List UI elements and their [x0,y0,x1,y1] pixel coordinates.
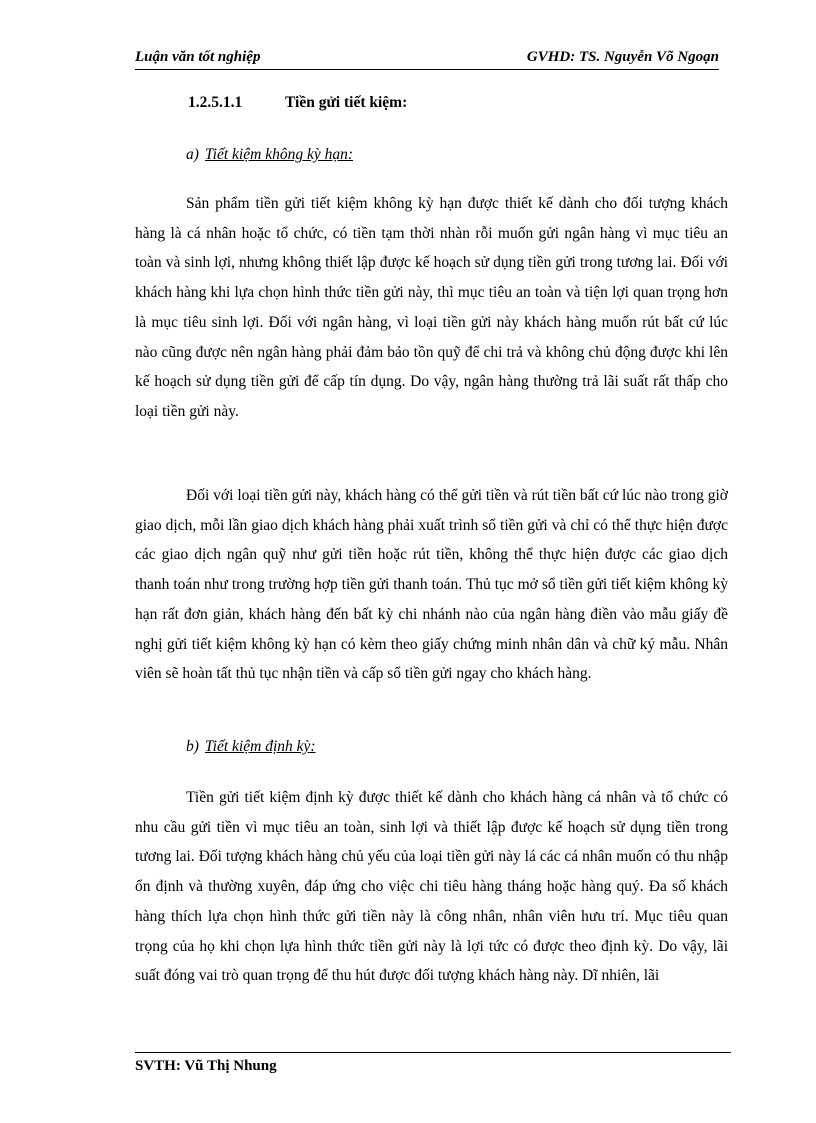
section-number: 1.2.5.1.1 [188,94,243,111]
subheading-a [186,146,353,164]
subheading-b [186,738,316,756]
page-header [135,49,719,69]
subheading-a-marker: a) [186,146,199,163]
subheading-b-marker: b) [186,738,199,755]
paragraph-b-1: Tiền gửi tiết kiệm định kỳ được thiết kế dành cho khách hàng cá nhân và tổ chức có nhu cầu gửi tiền vì mục tiêu an toàn, sinh lợi và thiết lập được kế hoạch sử dụng tiền trong tương lai. Đối tượng khách hàng chủ yếu của loại tiền gửi này lá các cá nhân muốn có thu nhập ổn định và thường xuyên, đáp ứng cho việc chi tiêu hàng tháng hoặc hàng quý. Đa số khách hàng thích lựa chọn hình thức gửi tiền này là công nhân, nhân viên hưu trí. Mục tiêu quan trọng của họ khi chọn lựa hình thức tiền gửi này là lợi tức có được theo định kỳ. Do vậy, lãi suất đóng vai trò quan trọng để thu hút được đối tượng khách hàng này. Dĩ nhiên, lãi [135,789,728,985]
section-title: Tiền gửi tiết kiệm: [285,94,408,111]
subheading-a-title: Tiết kiệm không kỳ hạn: [204,146,353,163]
section-heading [188,94,407,112]
paragraph-a-1: Sản phẩm tiền gửi tiết kiệm không kỳ hạn được thiết kế dành cho đối tượng khách hàng là cá nhân hoặc tổ chức, có tiền tạm thời nhàn rỗi muốn gửi ngân hàng vì mục tiêu an toàn và sinh lợi, nhưng không thiết lập được kế hoạch sử dụng tiền gửi trong tương lai. Đối với khách hàng khi lựa chọn hình thức tiền gửi này, thì mục tiêu an toàn và tiện lợi quan trọng hơn là mục tiêu sinh lợi. Đối với ngân hàng, vì loại tiền gửi này khách hàng muốn rút bất cứ lúc nào cũng được nên ngân hàng phải đảm bảo tồn quỹ để chi trả và không chủ động được khi lên kế hoạch sử dụng tiền gửi để cấp tín dụng. Do vậy, ngân hàng thường trả lãi suất rất thấp cho loại tiền gửi này. [135,195,728,420]
header-divider [135,69,719,70]
footer-divider [135,1052,731,1053]
paragraph-a-2: Đối với loại tiền gửi này, khách hàng có thể gửi tiền và rút tiền bất cứ lúc nào trong giờ giao dịch, mỗi lần giao dịch khách hàng phải xuất trình sổ tiền gửi và chỉ có thể thực hiện được các giao dịch ngân quỹ như gửi tiền hoặc rút tiền, không thể thực hiện được các giao dịch thanh toán như trong trường hợp tiền gửi thanh toán. Thủ tục mở sổ tiền gửi tiết kiệm không kỳ hạn rất đơn giản, khách hàng đến bất kỳ chi nhánh nào của ngân hàng điền vào mẫu giấy đề nghị gửi tiết kiệm không kỳ hạn có kèm theo giấy chứng minh nhân dân và chữ ký mẫu. Nhân viên sẽ hoàn tất thủ tục nhận tiền và cấp sổ tiền gửi ngay cho khách hàng. [135,487,728,683]
page-footer: SVTH: Vũ Thị Nhung [135,1058,277,1074]
header-thesis-label: Luận văn tốt nghiệp [135,49,261,65]
subheading-b-title: Tiết kiệm định kỳ: [204,738,316,755]
header-advisor: GVHD: TS. Nguyễn Võ Ngoạn [526,49,719,65]
